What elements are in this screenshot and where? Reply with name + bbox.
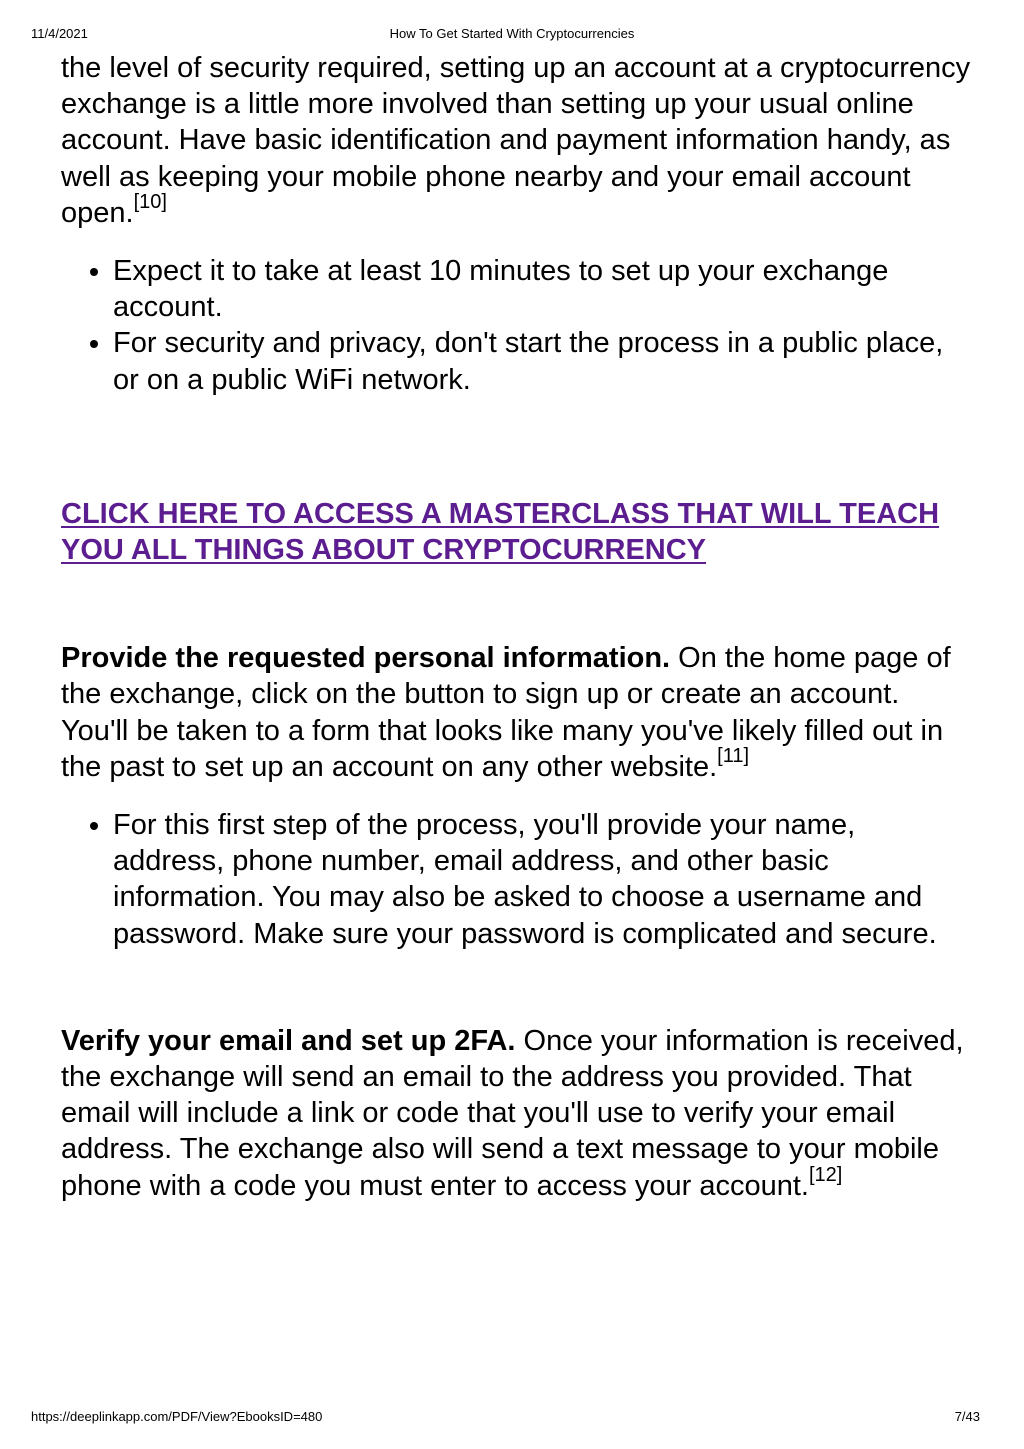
print-page-title: How To Get Started With Cryptocurrencies bbox=[389, 26, 635, 41]
step-heading-personal-info: Provide the requested personal information. bbox=[61, 642, 671, 675]
bullet-list-personal-info bbox=[61, 807, 971, 952]
reference-10[interactable]: [10] bbox=[133, 191, 167, 214]
document-body bbox=[61, 50, 971, 1204]
paragraph-verify-email bbox=[61, 1023, 971, 1204]
list-item: • For this first step of the process, you'll provide your name, address, phone number, email address, and other basic information. You may also be asked to choose a username and password. Make sure your password is complicated and secure. bbox=[113, 807, 971, 952]
list-item: • For security and privacy, don't start the process in a public place, or on a public WiFi network. bbox=[113, 325, 971, 397]
paragraph-personal-info bbox=[61, 640, 971, 785]
page-number: 7/43 bbox=[954, 1409, 980, 1424]
list-item: • Expect it to take at least 10 minutes to set up your exchange account. bbox=[113, 253, 971, 325]
masterclass-link[interactable]: CLICK HERE TO ACCESS A MASTERCLASS THAT WILL TEACH YOU ALL THINGS ABOUT CRYPTOCURRENCY bbox=[61, 497, 940, 567]
bullet-list-setup-tips bbox=[61, 253, 971, 398]
step-heading-verify-email: Verify your email and set up 2FA. bbox=[61, 1024, 516, 1057]
print-url: https://deeplinkapp.com/PDF/View?EbooksID=480 bbox=[31, 1409, 323, 1424]
reference-12[interactable]: [12] bbox=[808, 1164, 843, 1187]
paragraph-verify-email-text: Once your information is received, the exchange will send an email to the address you provided. That email will include a link or code that you'll use to verify your email address. The exchange also will send a text message to your mobile phone with a code you must enter to access your account. bbox=[61, 1024, 964, 1202]
print-date: 11/4/2021 bbox=[31, 26, 88, 41]
paragraph-intro-text: the level of security required, setting up an account at a cryptocurrency exchange is a little more involved than setting up your usual online account. Have basic identification and payment information handy, as well as keeping your mobile phone nearby and your email account open. bbox=[61, 52, 971, 229]
paragraph-intro bbox=[61, 50, 971, 231]
paragraph-personal-info-text: On the home page of the exchange, click on the button to sign up or create an account. You'll be taken to a form that looks like many you've likely filled out in the past to set up an account on any other website. bbox=[61, 642, 951, 783]
reference-11[interactable]: [11] bbox=[717, 745, 750, 768]
